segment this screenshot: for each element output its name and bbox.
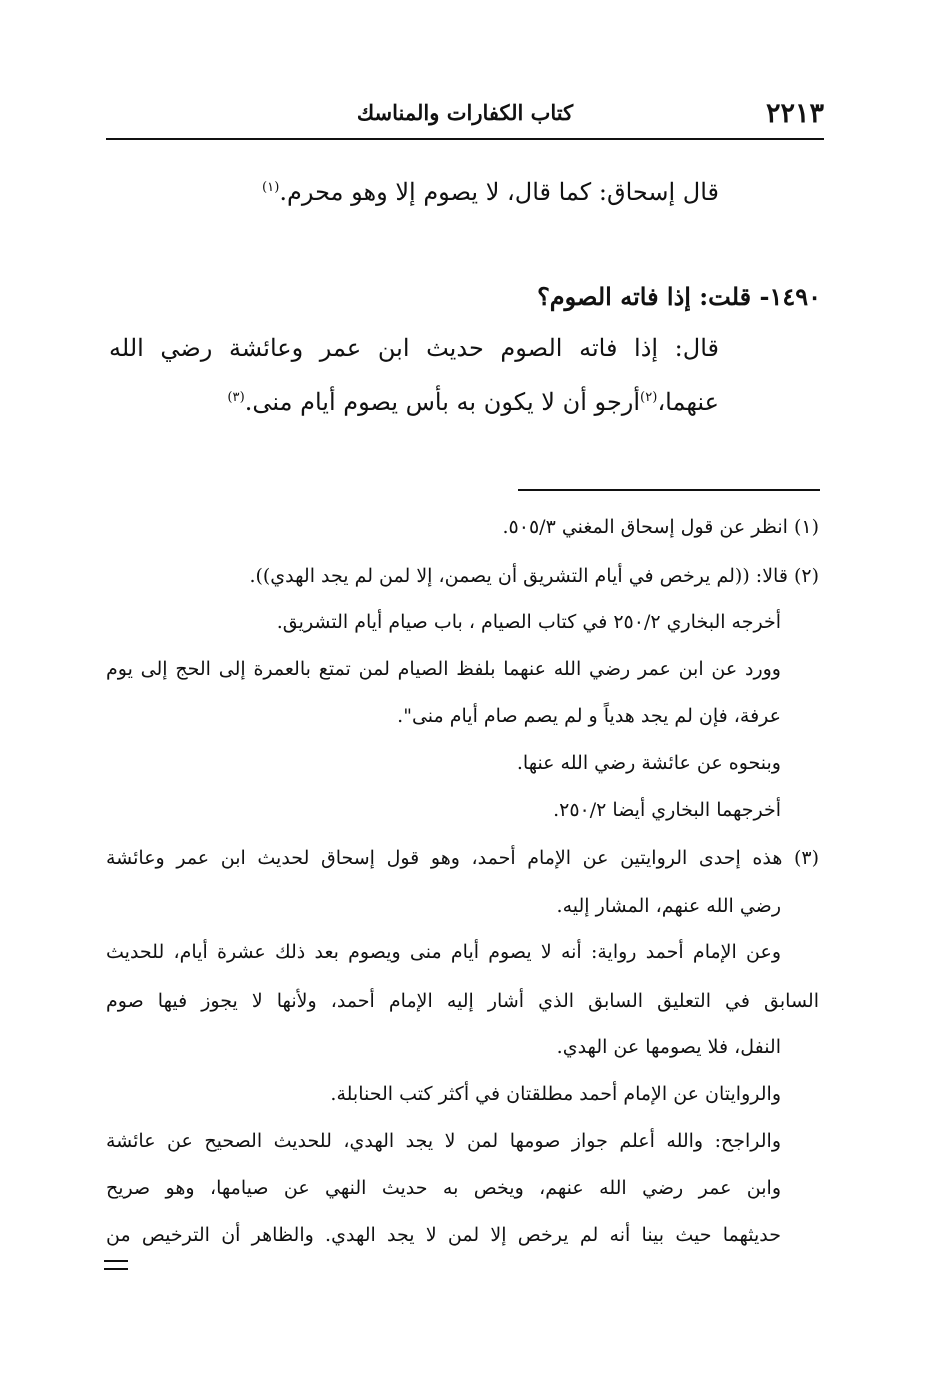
- footnote-3-line: والروايتان عن الإمام أحمد مطلقتان في أكثر كتب الحنابلة.: [330, 1083, 781, 1105]
- header-rule: [106, 138, 824, 140]
- footnote-2-line: وبنحوه عن عائشة رضي الله عنها.: [516, 752, 781, 774]
- footnote-3-line: حديثهما حيث بينا أنه لم يرخص إلا لمن لا يجد الهدي. والظاهر أن الترخيص من: [106, 1224, 781, 1246]
- footnote-3-line: النفل، فلا يصومها عن الهدي.: [556, 1036, 781, 1058]
- ishaq-statement: قال إسحاق: كما قال، لا يصوم إلا وهو محرم.$^{(١)}$: [261, 178, 719, 206]
- footnote-separator: [518, 489, 820, 491]
- question-1490: ١٤٩٠- قلت: إذا فاته الصوم؟: [537, 282, 821, 311]
- running-header: [106, 96, 824, 136]
- answer-line-1: قال: إذا فاته الصوم حديث ابن عمر وعائشة رضي الله: [109, 334, 719, 362]
- footnote-2-line: عرفة، فإن لم يجد هدياً و لم يصم صام أيام منى".: [397, 705, 781, 727]
- footnote-3-line: رضي الله عنهم، المشار إليه.: [556, 895, 781, 917]
- footnote-2: (٢) قالا: ((لم يرخص في أيام التشريق أن يصمن، إلا لمن لم يجد الهدي)).: [249, 565, 819, 587]
- footnote-3: (٣) هذه إحدى الروايتين عن الإمام أحمد، وهو قول إسحاق لحديث ابن عمر وعائشة: [106, 847, 819, 869]
- footnote-3-line: والراجح: والله أعلم جواز صومها لمن لا يجد الهدي، للحديث الصحيح عن عائشة: [106, 1130, 781, 1152]
- continuation-mark: [104, 1260, 128, 1270]
- page-number: ٢٢١٣: [765, 98, 824, 129]
- footnote-3-line: وعن الإمام أحمد رواية: أنه لا يصوم أيام منى ويصوم بعد ذلك عشرة أيام، للحديث: [106, 941, 781, 963]
- footnote-2-line: أخرجه البخاري ٢٥٠/٢ في كتاب الصيام ، باب صيام أيام التشريق.: [276, 611, 781, 633]
- footnote-ref-3: (٣): [227, 390, 245, 405]
- footnote-3-line: وابن عمر رضي الله عنهم، ويخص به حديث النهي عن صيامها، وهو صريح: [106, 1177, 781, 1199]
- footnote-3-line: السابق في التعليق السابق الذي أشار إليه الإمام أحمد، ولأنها لا يجوز فيها صوم: [106, 990, 819, 1012]
- footnote-ref-2: (٢): [640, 390, 658, 405]
- footnote-1: (١) انظر عن قول إسحاق المغني ٥٠٥/٣.: [502, 516, 819, 538]
- footnote-2-line: وورد عن ابن عمر رضي الله عنهما بلفظ الصيام لمن تمتع بالعمرة إلى الحج إلى يوم: [106, 658, 781, 680]
- footnote-2-line: أخرجهما البخاري أيضا ٢٥٠/٢.: [553, 799, 781, 821]
- footnote-ref-1: (١): [261, 180, 280, 195]
- book-title: كتاب الكفارات والمناسك: [356, 100, 574, 125]
- answer-line-2: عنهما،$^{(٢)}$أرجو أن لا يكون به بأس يصوم أيام منى.$^{(٣)}$: [227, 388, 719, 416]
